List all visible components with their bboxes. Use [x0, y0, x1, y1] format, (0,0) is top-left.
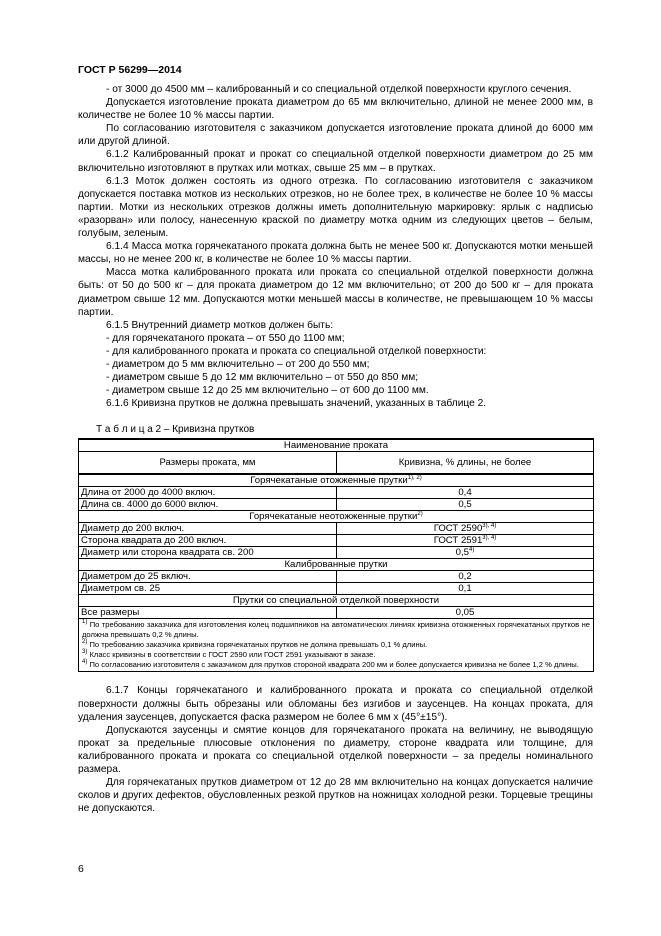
list-item: - для горячекатаного проката – от 550 до 1100 мм; — [106, 332, 345, 344]
curvature-table — [78, 438, 594, 672]
table-cell: ГОСТ $2590^{3), 4)}$ — [337, 523, 594, 535]
table-cell: ГОСТ $2591^{3), 4)}$ — [337, 535, 594, 547]
page-number: 6 — [78, 863, 84, 875]
list-item: - диаметром свыше 5 до 12 мм включительно – от 550 до 850 мм; — [106, 372, 419, 384]
column-header: Кривизна, % длины, не более — [337, 452, 594, 475]
table-cell: 0,4 — [337, 487, 594, 499]
table-cell: Все размеры — [79, 607, 337, 619]
paragraph: - от 3000 до 4500 мм – калиброванный и со специальной отделкой поверхности круглого сечения. — [106, 84, 572, 95]
list-item: - для калиброванного проката и проката со специальной отделкой поверхности: — [106, 345, 487, 357]
table-cell: 0,2 — [337, 571, 594, 583]
table-cell: 0,1 — [337, 583, 594, 595]
table-cell: Диаметр или сторона квадрата св. 200 — [79, 547, 337, 559]
table-cell: 0,5 — [337, 499, 594, 511]
body-text-continued — [78, 684, 593, 815]
table-cell: Сторона квадрата до 200 включ. — [79, 535, 337, 547]
body-text — [78, 83, 593, 815]
table-cell: Длина св. 4000 до 6000 включ. — [79, 499, 337, 511]
paragraph: 6.1.2 Калиброванный прокат и прокат со специальной отделкой поверхности диаметром до 25 мм включительно изготовляют в прутках или мотках, свыше 25 мм – в прутках. — [78, 149, 593, 174]
footnote: $^{3)}$ Класс кривизны в соответствии с ГОСТ 2590 или ГОСТ 2591 указывают в заказе. — [82, 649, 376, 660]
list-item: - диаметром до 5 мм включительно – от 200 до 550 мм; — [106, 358, 370, 370]
section-row: Прутки со специальной отделкой поверхности — [79, 595, 594, 607]
table-header-top: Наименование проката — [79, 439, 594, 452]
table-footnotes — [79, 619, 594, 672]
paragraph: По согласованию изготовителя с заказчиком допускается изготовление проката длиной до 6000 мм или другой длиной. — [78, 123, 593, 148]
section-row: Горячекатаные неотожженные прутки$^{2)}$ — [79, 511, 594, 523]
paragraph: 6.1.7 Концы горячекатаного и калиброванного проката и проката со специальной отделкой поверхности должны быть обрезаны или обломаны без изгибов и заусенцев. На концах проката, для удаления заусенцев, допускается фаска размером не более 6 мм х (45°±15°). — [78, 685, 593, 723]
table-cell: Диаметр до 200 включ. — [79, 523, 337, 535]
footnote: $^{4)}$ По согласованию изготовителя с заказчиком для прутков стороной квадрата 200 мм и более допускается кривизна не более 1,2 % длины. — [82, 659, 579, 670]
paragraph: Масса мотка калиброванного проката или проката со специальной отделкой поверхности должна быть: от 50 до 500 кг – для проката диаметром до 12 мм включительно; от 200 до 500 кг – для проката диаметром свыше 12 мм. Допускаются мотки меньшей массы в количестве, не превышающем 10 % массы партии. — [78, 267, 593, 318]
paragraph: 6.1.4 Масса мотка горячекатаного проката должна быть не менее 500 кг. Допускаются мотки меньшей массы, но не менее 200 кг, в количестве не более 10 % массы партии. — [78, 241, 593, 266]
table-cell: Диаметром до 25 включ. — [79, 571, 337, 583]
table-cell: Диаметром св. 25 — [79, 583, 337, 595]
footnote: $^{2)}$ По требованию заказчика кривизна горячекатаных прутков не должна превышать 0,1 % длины. — [82, 639, 428, 650]
table-caption: Т а б л и ц а 2 – Кривизна прутков — [96, 424, 255, 436]
list-item: - диаметром свыше 12 до 25 мм включительно – от 600 до 1100 мм. — [106, 385, 429, 397]
paragraph: 6.1.3 Моток должен состоять из одного отрезка. По согласованию изготовителя с заказчиком допускается поставка мотков из нескольких отрезков, но не более трех, в количестве не более 10 % массы партии. Мотки из нескольких отрезков должны иметь дополнительную маркировку: ярлык с надписью «разорван» или полосу, нанесенную краской по диаметру мотка одним из следующих цветов – белым, голубым, зеленым. — [78, 175, 593, 240]
paragraph: Допускаются заусенцы и смятие концов для горячекатаного проката на величину, не выводящую прокат за предельные плюсовые отклонения по диаметру, стороне квадрата или толщине, для калиброванного проката и проката со специальной отделкой поверхности – за пределы номинального размера. — [78, 724, 593, 775]
section-row: Горячекатаные отожженные прутки$^{1), 2)}$ — [79, 474, 594, 487]
footnote: $^{1)}$ По требованию заказчика для изготовления колец подшипников на автоматических линиях кривизна отожженных горячекатаных прутков не должна превышать 0,2 % длины. — [82, 619, 590, 640]
table-cell: 0,05 — [337, 607, 594, 619]
table-cell: 0,5$^{4)}$ — [337, 547, 594, 559]
column-header: Размеры проката, мм — [79, 452, 337, 475]
standard-header: ГОСТ Р 56299—2014 — [78, 64, 182, 76]
paragraph: 6.1.6 Кривизна прутков не должна превышать значений, указанных в таблице 2. — [106, 398, 487, 410]
paragraph: Для горячекатаных прутков диаметром от 12 до 28 мм включительно на концах допускается наличие сколов и других дефектов, обусловленных резкой прутков на ножницах холодной резки. Торцевые трещины не допускаются. — [78, 777, 593, 815]
table-cell: Длина от 2000 до 4000 включ. — [79, 487, 337, 499]
paragraph: 6.1.5 Внутренний диаметр мотков должен быть: — [106, 319, 334, 331]
paragraph: Допускается изготовление проката диаметром до 65 мм включительно, длиной не менее 2000 мм, в количестве не более 10 % массы партии. — [78, 97, 593, 122]
section-row: Калиброванные прутки — [79, 559, 594, 571]
